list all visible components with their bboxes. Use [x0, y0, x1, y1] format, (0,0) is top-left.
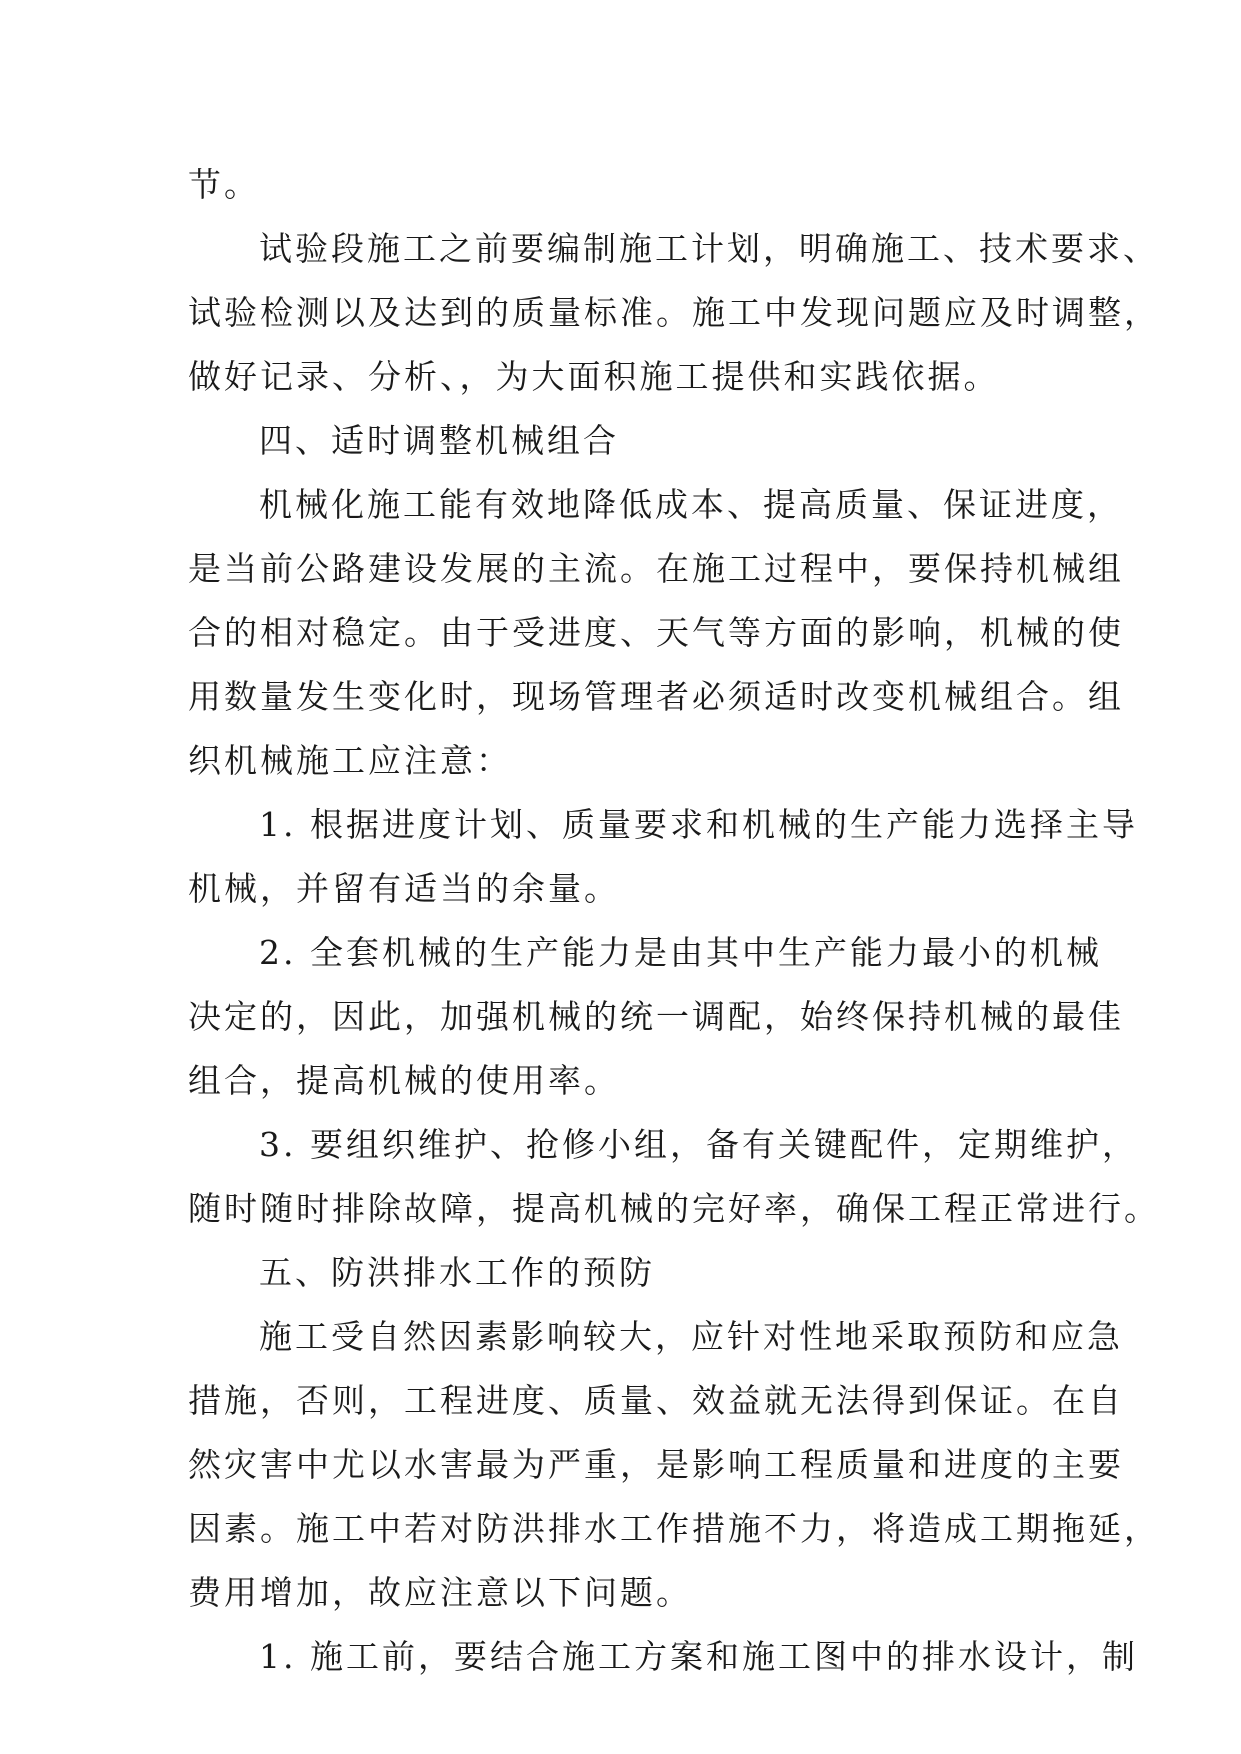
document-body	[188, 153, 1160, 1689]
text-line: 用数量发生变化时，现场管理者必须适时改变机械组合。组	[188, 677, 1124, 716]
list-item: 2. 全套机械的生产能力是由其中生产能力最小的机械	[259, 933, 1102, 972]
text-line: 组合，提高机械的使用率。	[188, 1061, 620, 1100]
text-line: 施工受自然因素影响较大，应针对性地采取预防和应急	[259, 1317, 1123, 1356]
list-item: 1. 根据进度计划、质量要求和机械的生产能力选择主导	[259, 805, 1138, 844]
text-line: 试验检测以及达到的质量标准。施工中发现问题应及时调整，	[188, 293, 1160, 332]
section-heading: 五、防洪排水工作的预防	[259, 1253, 655, 1292]
text-line: 因素。施工中若对防洪排水工作措施不力，将造成工期拖延，	[188, 1509, 1160, 1548]
text-line: 决定的，因此，加强机械的统一调配，始终保持机械的最佳	[188, 997, 1124, 1036]
section-heading: 四、适时调整机械组合	[259, 421, 619, 460]
list-item: 3. 要组织维护、抢修小组，备有关键配件，定期维护，	[259, 1125, 1138, 1164]
text-line: 是当前公路建设发展的主流。在施工过程中，要保持机械组	[188, 549, 1124, 588]
text-line: 织机械施工应注意：	[188, 741, 512, 780]
text-line: 节。	[188, 165, 260, 204]
text-line: 费用增加，故应注意以下问题。	[188, 1573, 692, 1612]
text-line: 措施，否则，工程进度、质量、效益就无法得到保证。在自	[188, 1381, 1124, 1420]
list-item: 1. 施工前，要结合施工方案和施工图中的排水设计，制	[259, 1637, 1138, 1676]
text-line: 合的相对稳定。由于受进度、天气等方面的影响，机械的使	[188, 613, 1124, 652]
text-line: 机械，并留有适当的余量。	[188, 869, 620, 908]
text-line: 随时随时排除故障，提高机械的完好率，确保工程正常进行。	[188, 1189, 1160, 1228]
text-line: 然灾害中尤以水害最为严重，是影响工程质量和进度的主要	[188, 1445, 1124, 1484]
text-line: 做好记录、分析、，为大面积施工提供和实践依据。	[188, 357, 1000, 396]
text-line: 试验段施工之前要编制施工计划，明确施工、技术要求、	[259, 229, 1159, 268]
text-line: 机械化施工能有效地降低成本、提高质量、保证进度，	[259, 485, 1123, 524]
